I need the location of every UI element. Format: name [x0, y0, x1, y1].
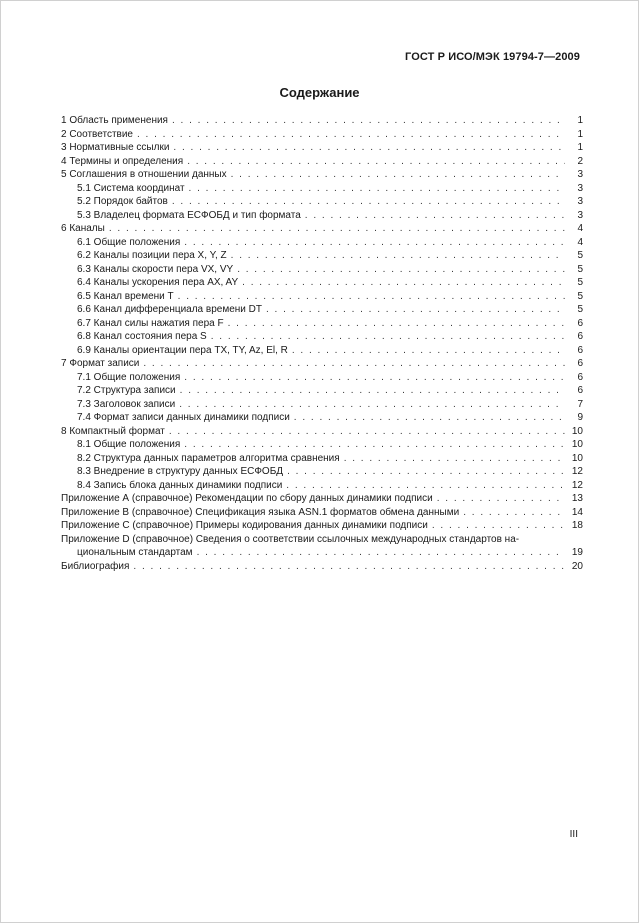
toc-entry-label: 8.3 Внедрение в структуру данных ЕСФОБД — [77, 466, 284, 477]
toc-entry-page: 14 — [571, 506, 583, 518]
toc-entry[interactable] — [61, 222, 583, 236]
toc-leader-dots — [143, 357, 565, 371]
toc-leader-dots — [242, 276, 565, 290]
toc-leader-dots — [231, 168, 565, 182]
toc-entry[interactable] — [61, 182, 583, 196]
toc-entry-page: 5 — [577, 304, 583, 315]
toc-entry-page: 3 — [577, 196, 583, 207]
toc-leader-dots — [133, 560, 565, 574]
toc-entry-label: 5.1 Система координат — [77, 182, 185, 194]
toc-leader-dots — [189, 182, 565, 196]
toc-entry-page: 2 — [577, 155, 583, 167]
toc-entry-page: 12 — [571, 479, 583, 491]
toc-entry-label: 8.4 Запись блока данных динамики подписи — [77, 479, 283, 491]
toc-entry-label: 1 Область применения — [61, 115, 168, 126]
toc-entry-label: 6.7 Канал силы нажатия пера F — [77, 317, 224, 329]
toc-entry-label: Приложение В (справочное) Спецификация языка ASN.1 форматов обмена данными — [61, 506, 460, 518]
toc-entry-page: 6 — [577, 371, 583, 383]
toc-entry[interactable] — [61, 236, 583, 250]
toc-entry-page: 10 — [571, 439, 583, 450]
toc-leader-dots — [231, 249, 565, 263]
toc-entry[interactable] — [61, 209, 583, 223]
toc-entry[interactable] — [61, 330, 583, 344]
standard-designation: ГОСТ Р ИСО/МЭК 19794-7—2009 — [405, 51, 580, 63]
toc-entry[interactable] — [61, 452, 583, 466]
toc-entry-label: 5.3 Владелец формата ЕСФОБД и тип формата — [77, 209, 301, 221]
toc-leader-dots — [437, 492, 565, 506]
toc-entry-page: 3 — [577, 169, 583, 180]
toc-leader-dots — [169, 425, 565, 439]
toc-leader-dots — [187, 155, 565, 169]
toc-entry-label: 5.2 Порядок байтов — [77, 196, 168, 207]
toc-entry-page: 3 — [577, 209, 583, 221]
toc-entry[interactable] — [61, 357, 583, 371]
toc-entry-label: 4 Термины и определения — [61, 155, 184, 167]
toc-entry-page: 7 — [577, 398, 583, 410]
toc-entry-label: 3 Нормативные ссылки — [61, 142, 170, 153]
toc-entry-label: 5 Соглашения в отношении данных — [61, 169, 227, 180]
toc-entry-label: 6.1 Общие положения — [77, 236, 181, 248]
toc-entry[interactable] — [61, 263, 583, 277]
page-number: III — [569, 829, 578, 840]
toc-entry-label: 2 Соответствие — [61, 128, 133, 140]
toc-entry[interactable] — [61, 425, 583, 439]
toc-entry[interactable] — [61, 168, 583, 182]
page-title: Содержание — [279, 85, 360, 100]
toc-entry[interactable] — [61, 290, 583, 304]
toc-entry-page: 6 — [577, 358, 583, 369]
toc-entry[interactable] — [61, 276, 583, 290]
toc-entry-label: Библиография — [61, 560, 130, 572]
toc-entry[interactable] — [61, 114, 583, 128]
toc-entry[interactable] — [61, 546, 583, 560]
toc-leader-dots — [173, 141, 565, 155]
toc-leader-dots — [294, 411, 565, 425]
toc-entry-page: 4 — [577, 236, 583, 248]
toc-entry-page: 5 — [577, 263, 583, 275]
toc-leader-dots — [266, 303, 565, 317]
toc-entry-page: 6 — [577, 331, 583, 342]
toc-entry-page: 6 — [577, 385, 583, 396]
toc-entry[interactable] — [61, 519, 583, 533]
toc-entry[interactable] — [61, 303, 583, 317]
toc-leader-dots — [292, 344, 565, 358]
toc-entry-label: 6.5 Канал времени T — [77, 290, 174, 302]
toc-leader-dots — [432, 519, 565, 533]
toc-entry[interactable] — [61, 128, 583, 142]
toc-leader-dots — [178, 290, 565, 304]
toc-entry-page: 13 — [571, 493, 583, 504]
toc-entry[interactable] — [61, 317, 583, 331]
toc-entry[interactable] — [61, 492, 583, 506]
toc-entry-page: 18 — [571, 520, 583, 531]
toc-entry-page: 6 — [577, 344, 583, 356]
toc-entry[interactable] — [61, 560, 583, 574]
toc-entry-page: 10 — [571, 425, 583, 437]
toc-entry-label: 7 Формат записи — [61, 358, 140, 369]
toc-entry[interactable] — [61, 195, 583, 209]
toc-leader-dots — [463, 506, 565, 520]
toc-entry-page: 10 — [571, 452, 583, 464]
toc-entry[interactable] — [61, 371, 583, 385]
toc-entry-page: 19 — [571, 547, 583, 558]
toc-entry[interactable] — [61, 411, 583, 425]
toc-entry-page: 5 — [577, 290, 583, 302]
toc-entry-label: 6.3 Каналы скорости пера VX, VY — [77, 263, 234, 275]
toc-entry[interactable] — [61, 479, 583, 493]
toc-entry-label: 8.1 Общие положения — [77, 439, 181, 450]
toc-entry[interactable] — [61, 398, 583, 412]
toc-leader-dots — [305, 209, 565, 223]
toc-leader-dots — [137, 128, 565, 142]
toc-entry[interactable] — [61, 141, 583, 155]
toc-entry-page: 12 — [571, 466, 583, 477]
toc-leader-dots — [211, 330, 565, 344]
toc-entry[interactable] — [61, 465, 583, 479]
toc-leader-dots — [237, 263, 565, 277]
toc-entry-label: 6 Каналы — [61, 223, 105, 234]
toc-entry[interactable] — [61, 155, 583, 169]
toc-leader-dots — [197, 546, 565, 560]
toc-leader-dots — [286, 479, 565, 493]
toc-entry-label: 7.4 Формат записи данных динамики подписи — [77, 412, 290, 423]
toc-entry-label: 8.2 Структура данных параметров алгоритма сравнения — [77, 452, 340, 464]
toc-entry-page: 1 — [577, 142, 583, 153]
toc-entry-label: 7.3 Заголовок записи — [77, 398, 176, 410]
toc-leader-dots — [172, 114, 565, 128]
toc-entry[interactable] — [61, 438, 583, 452]
toc-entry-label: 6.6 Канал дифференциала времени DT — [77, 304, 262, 315]
toc-entry-page: 3 — [577, 182, 583, 194]
toc-entry-label: Приложение А (справочное) Рекомендации по сбору данных динамики подписи — [61, 493, 433, 504]
toc-entry-page: 6 — [577, 317, 583, 329]
toc-entry-page: 5 — [577, 277, 583, 288]
toc-entry-label: 6.2 Каналы позиции пера X, Y, Z — [77, 250, 227, 261]
toc-entry-label: 6.9 Каналы ориентации пера TX, TY, Az, El, R — [77, 344, 288, 356]
toc-entry-page: 20 — [571, 560, 583, 572]
toc-entry-label: Приложение D (справочное) Сведения о соответствии ссылочных международных стандартов на- — [61, 533, 520, 545]
toc-leader-dots — [184, 438, 565, 452]
toc-leader-dots — [344, 452, 565, 466]
toc-entry[interactable] — [61, 249, 583, 263]
toc-leader-dots — [180, 384, 565, 398]
toc-entry-label: 6.8 Канал состояния пера S — [77, 331, 207, 342]
toc-leader-dots — [179, 398, 565, 412]
toc-entry-page: 4 — [577, 223, 583, 234]
table-of-contents — [61, 114, 583, 573]
toc-entry-page: 1 — [577, 115, 583, 126]
toc-entry-page: 1 — [577, 128, 583, 140]
toc-entry-page: 5 — [577, 250, 583, 261]
toc-leader-dots — [109, 222, 565, 236]
toc-entry[interactable] — [61, 506, 583, 520]
toc-entry-label: 6.4 Каналы ускорения пера AX, AY — [77, 277, 239, 288]
toc-leader-dots — [172, 195, 565, 209]
toc-leader-dots — [184, 236, 565, 250]
toc-leader-dots — [287, 465, 565, 479]
toc-entry-page: 9 — [577, 412, 583, 423]
toc-entry-label: 7.2 Структура записи — [77, 385, 176, 396]
toc-entry[interactable] — [61, 533, 583, 547]
toc-entry[interactable] — [61, 384, 583, 398]
toc-entry-label: Приложение С (справочное) Примеры кодирования данных динамики подписи — [61, 520, 428, 531]
toc-entry-label: циональным стандартам — [77, 547, 193, 558]
toc-leader-dots — [228, 317, 565, 331]
toc-entry[interactable] — [61, 344, 583, 358]
toc-leader-dots — [184, 371, 565, 385]
toc-entry-label: 8 Компактный формат — [61, 425, 165, 437]
toc-entry-label: 7.1 Общие положения — [77, 371, 181, 383]
